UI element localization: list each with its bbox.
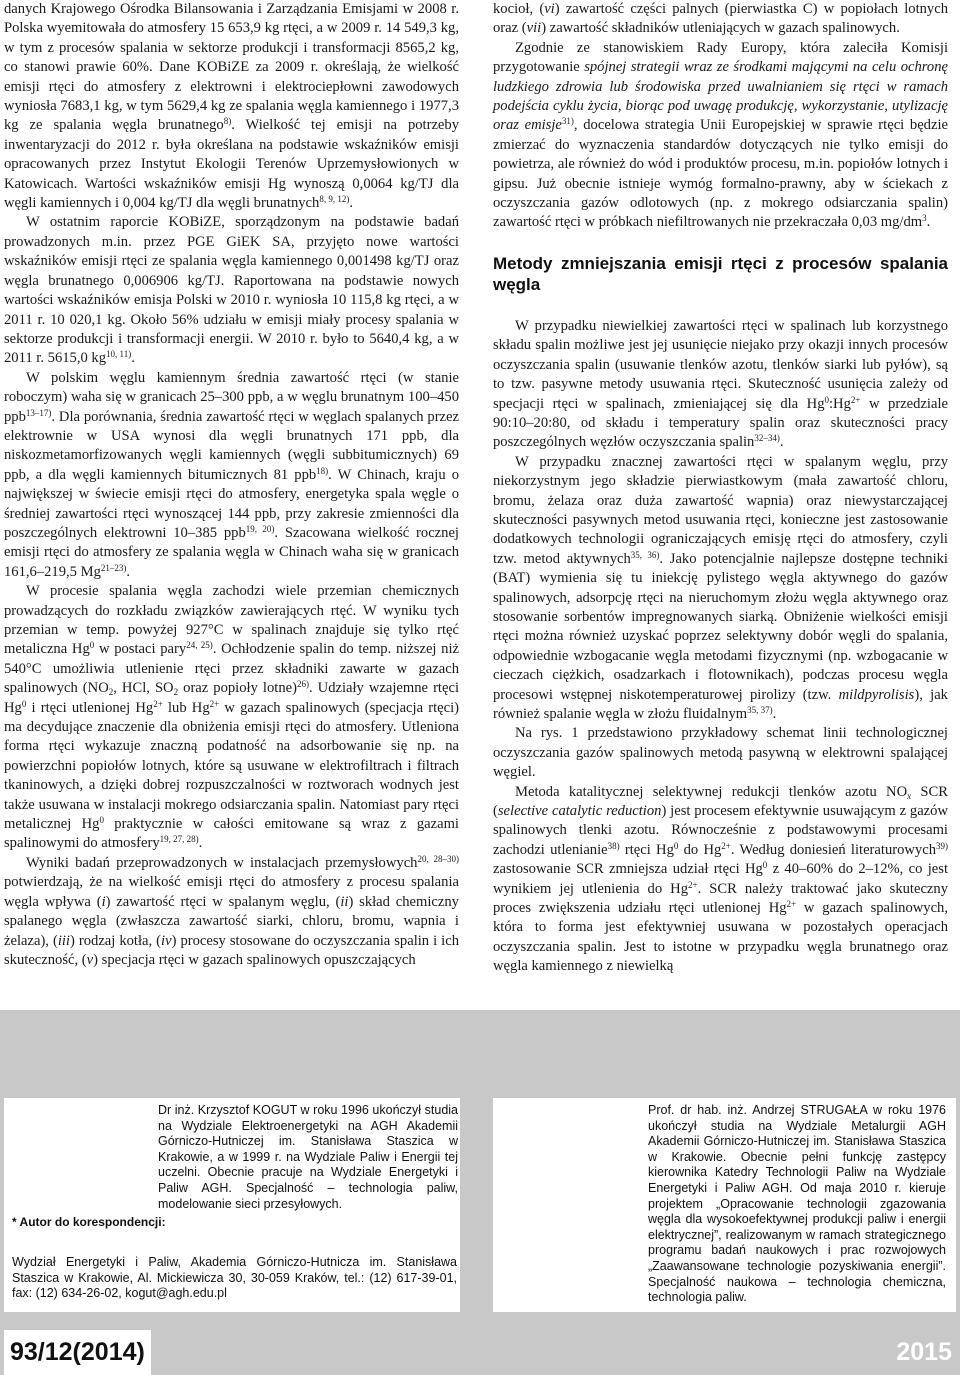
- paragraph: W przypadku niewielkiej zawartości rtęci w spalinach lub korzystnego składu spalin możliwe jest jej usunięcie niejako przy okazji innych procesów oczyszczania spalin (usuwanie tlenków azotu, tlenków siarki lub pyłów), są to tzw. pasywne metody usuwania rtęci. Skuteczność usunięcia zależy od specjacji rtęci w spalinach, zmieniającej się dla $Hg^0:Hg^{2+}$ w przedziale 90:10–20:80, od składu i temperatury spalin oraz skuteczności pracy poszczególnych węzłów oczyszczania spalin$^{32-34)}$.: [493, 317, 948, 451]
- corresponding-author-address: Wydział Energetyki i Paliw, Akademia Górniczo-Hutnicza im. Stanisława Staszica w Krakowie, Al. Mickiewicza 30, 30-059 Kraków, tel.: (12) 617-39-01, fax: (12) 634-26-02, kogut@agh.edu.pl: [12, 1255, 457, 1301]
- paragraph: W przypadku znacznej zawartości rtęci w spalanym węglu, przy niekorzystnym jego składzie pierwiastkowym (mała zawartość chloru, bromu, żelaza oraz duża zawartość wapnia) oraz niewystarczającej skuteczności pasywnych metod usuwania rtęci, konieczne jest zastosowanie dodatkowych technologii ograniczających emisję rtęci do atmosfery, czyli tzw. metod aktywnych$^{35, 36)}$. Jako potencjalnie najlepsze dostępne techniki (BAT) wymienia się tu iniekcję pylistego węgla aktywnego do gazów spalinowych, adsorpcję rtęci na nieruchomym złożu węgla aktywnego oraz stosowanie sorbentów impregnowanych siarką. Obniżenie wielkości emisji rtęci można również uzyskać poprzez selektywny dobór węgli do spalania, odpowiednie wzbogacanie węgla metodami fizycznymi (np. wzbogacanie w cieczach ciężkich, osadzarkach i flotownikach), podczas procesu węgla procesowi wstępnej niskotemperaturowej pirolizy (tzw. mildpyrolisis), jak również spalanie węgla w złożu fluidalnym$^{35, 37)}$.: [493, 453, 948, 722]
- section-heading: Metody zmniejszania emisji rtęci z procesów spalania węgla: [493, 253, 948, 294]
- author-bio-kogut: Dr inż. Krzysztof KOGUT w roku 1996 ukończył studia na Wydziale Elektroenergetyki na AGH Akademii Górniczo-Hutniczej im. Stanisława Staszica w Krakowie, a w 1999 r. na Wydziale Paliw i Energii tej uczelni. Obecnie pracuje na Wydziale Energetyki i Paliw AGH. Specjalność – technologia paliw, modelowanie sieci przesyłowych.: [158, 1103, 458, 1211]
- text-column-right: [493, 0, 948, 977]
- paragraph: kocioł, (vi) zawartość części palnych (pierwiastka C) w popiołach lotnych oraz (vii) zawartość składników utleniających w gazach spalinowych.: [493, 1, 949, 37]
- corresponding-author-label: * Autor do korespondencji:: [12, 1215, 166, 1229]
- right-column-top-paragraphs: [493, 0, 948, 233]
- paragraph: danych Krajowego Ośrodka Bilansowania i Zarządzania Emisjami w 2008 r. Polska wyemitowała do atmosfery 15 653,9 kg rtęci, a w 2009 r. 14 549,3 kg, w tym z procesów spalania w sektorze produkcji i transformacji 8565,2 kg, co stanowi prawie 60%. Dane KOBiZE za 2009 r. określają, że wielkość emisji rtęci do atmosfery z elektrowni i elektrociepłowni zawodowych wyniosła 7683,1 kg, w tym 5629,4 kg ze spalania węgla kamiennego i 1977,3 kg ze spalania węgla brunatnego$^{8)}$. Wielkość tej emisji na potrzeby inwentaryzacji do 2012 r. była określana na podstawie wskaźników emisji opracowanych przez Instytut Ekologii Terenów Uprzemysłowionych w Katowicach. Wartości wskaźników emisji Hg wynoszą 0,0064 kg/TJ dla węgli kamiennych i 0,004 kg/TJ dla węgli brunatnych$^{8, 9, 12)}$.: [4, 1, 460, 212]
- paragraph: W ostatnim raporcie KOBiZE, sporządzonym na podstawie badań prowadzonych m.in. przez PGE GiEK SA, przyjęto nowe wartości wskaźników emisji rtęci ze spalania węgla kamiennego 0,001498 kg/TJ oraz węgla brunatnego 0,006906 kg/TJ. Raportowana na podstawie nowych wartości wskaźników emisja Polski w 2010 r. wyniosła 10 115,8 kg rtęci, a w 2011 r. 10 020,1 kg. Około 56% udziału w emisji miały procesy spalania w sektorze produkcji i transformacji energii. W 2010 r. było to 5640,4 kg, a w 2011 r. 5615,0 kg$^{10, 11)}$.: [4, 214, 459, 367]
- issue-number: 93/12(2014): [4, 1330, 151, 1375]
- paragraph: Zgodnie ze stanowiskiem Rady Europy, która zaleciła Komisji przygotowanie spójnej strategii wraz ze środkami mającymi na celu ochronę ludzkiego zdrowia lub środowiska przed uwalnianiem się rtęci w ramach podejścia cyklu życia, biorąc pod uwagę produkcję, wykorzystanie, utylizację oraz emisje$^{31)}$, docelowa strategia Unii Europejskiej w sprawie rtęci będzie zmierzać do wyznaczenia standardów dotyczących nie tylko emisji do powietrza, ale również do wód i produktów procesu, m.in. popiołów lotnych i gipsu. Już obecnie istnieje wymóg formalno-prawny, aby w ściekach z oczyszczania gazów odlotowych (np. z mokrego odsiarczania spalin) zawartość rtęci w próbkach niefiltrowanych nie przekraczała 0,03 $mg/dm^3$.: [493, 39, 949, 231]
- paragraph: W procesie spalania węgla zachodzi wiele przemian chemicznych prowadzących do rozkładu związków zawierających rtęć. W wyniku tych przemian w temp. powyżej 927°C w spalinach znajduje się tylko rtęć metaliczna Hg$^0$ w postaci pary$^{24, 25)}$. Ochłodzenie spalin do temp. niższej niż 540°C umożliwia utlenienie rtęci przez składniki zawarte w gazach spalinowych ($NO_2$, HCl, $SO_2$ oraz popioły lotne)$^{26)}$. Udziały wzajemne rtęci Hg$^0$ i rtęci utlenionej $Hg^{2+}$ lub $Hg^{2+}$ w gazach spalinowych (specjacja rtęci) ma decydujące znaczenie dla obniżenia emisji rtęci do atmosfery. Utleniona forma rtęci wykazuje znaczną podatność na adsorbowanie się np. na powierzchni popiołów lotnych, które są usuwane w elektrofiltrach i filtrach tkaninowych, a dzięki dobrej rozpuszczalności w roztworach wodnych jest także usuwana w instalacji mokrego odsiarczania spalin. Natomiast pary rtęci metalicznej Hg$^0$ praktycznie w całości emitowane są wraz z gazami spalinowymi do atmosfery$^{19, 27, 28)}$.: [4, 583, 460, 852]
- author-bio-strugala: Prof. dr hab. inż. Andrzej STRUGAŁA w roku 1976 ukończył studia na Wydziale Metalurgii AGH Akademii Górniczo-Hutniczej im. Stanisława Staszica w Krakowie. Obecnie pełni funkcję zastępcy kierownika Katedry Technologii Paliw na Wydziale Energetyki i Paliw AGH. Od maja 2010 r. kieruje projektem „Opracowanie technologii zgazowania węgla dla wysokoefektywnej produkcji paliw i energii elektrycznej”, realizowanym w ramach strategicznego programu badań naukowych i prac rozwojowych „Zaawansowane technologie pozyskiwania energii”. Specjalność naukowa – technologia chemiczna, technologia paliw.: [648, 1103, 946, 1305]
- text-column-left: [4, 0, 459, 970]
- paragraph: Metoda katalitycznej selektywnej redukcji tlenków azotu $NO_x$ SCR (selective catalytic reduction) jest procesem efektywnie usuwającym z gazów spalinowych tlenki azotu. Równocześnie z podstawowymi procesami zachodzi utlenianie$^{38)}$ rtęci Hg$^0$ do $Hg^{2+}$. Według doniesień literaturowych$^{39)}$ zastosowanie SCR zmniejsza udział rtęci Hg$^0$ z 40–60% do 2–12%, co jest wynikiem jej utlenienia do $Hg^{2+}$. SCR należy traktować jako skuteczny proces zwiększenia udziału rtęci utlenionej $Hg^{2+}$ w gazach spalinowych, która to forma jest efektywniej usuwana w pozostałych operacjach oczyszczania spalin. Jest to istotne w przypadku węgla brunatnego oraz węgla kamiennego z niewielką: [493, 783, 949, 975]
- paragraph: W polskim węglu kamiennym średnia zawartość rtęci (w stanie roboczym) waha się w granicach 25–300 ppb, a w węglu brunatnym 100–450 ppb$^{13-17)}$. Dla porównania, średnia zawartość rtęci w węglach spalanych przez elektrownie w USA wynosi dla węgli brunatnych 171 ppb, dla niskozmetamorfizowanych węgli kamiennych (węgli subbitumicznych) 69 ppb, a dla węgli kamiennych bitumicznych 81 ppb$^{18)}$. W Chinach, kraju o największej w świecie emisji rtęci do atmosfery, energetyka spala węgle o średniej zawartości rtęci wynoszącej 144 ppb, przy zakresie zmienności dla poszczególnych elektrowni 10–385 ppb$^{19, 20)}$. Szacowana wielkość rocznej emisji rtęci do atmosfery ze spalania węgla w Chinach waha się w granicach 161,6–219,5 Mg$^{21-23)}$.: [4, 369, 460, 580]
- publication-year: 2015: [896, 1338, 952, 1366]
- paragraph: Wyniki badań przeprowadzonych w instalacjach przemysłowych$^{20, 28-30)}$ potwierdzają, że na wielkość emisji rtęci do atmosfery z procesu spalania węgla wpływa (i) zawartość rtęci w spalanym węglu, (ii) skład chemiczny spalanego węgla (zwłaszcza zawartość siarki, chloru, bromu, wapnia i żelaza), (iii) rodzaj kotła, (iv) procesy stosowane do oczyszczania spalin i ich skuteczność, (v) specjacja rtęci w gazach spalinowych opuszczających: [4, 853, 459, 968]
- right-column-bottom-paragraphs: [493, 317, 948, 977]
- paragraph: Na rys. 1 przedstawiono przykładowy schemat linii technologicznej oczyszczania gazów spalinowych metodą pasywną w elektrowni spalającej węgiel.: [493, 725, 948, 781]
